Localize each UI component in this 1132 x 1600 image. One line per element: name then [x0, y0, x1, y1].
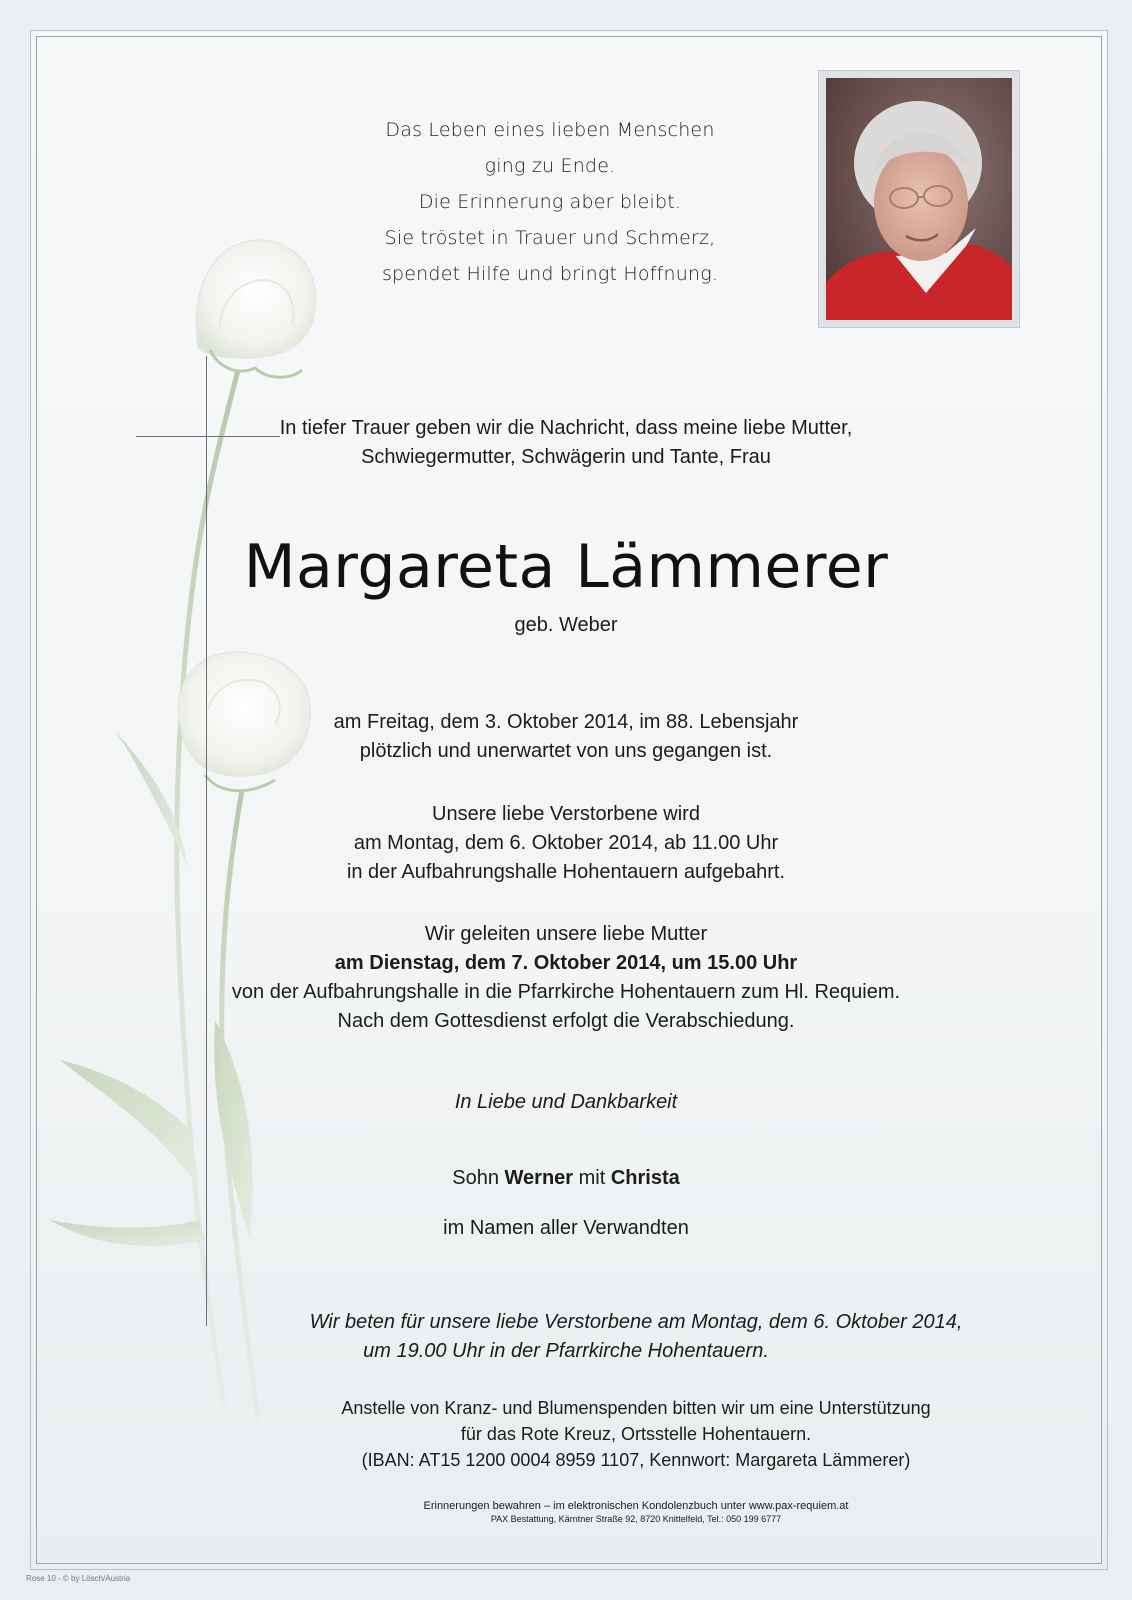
viewing-line: in der Aufbahrungshalle Hohentauern aufgebahrt. [346, 861, 786, 883]
mourner-connector: mit [578, 1167, 606, 1189]
funeral-line: Nach dem Gottesdienst erfolgt die Verabschiedung. [337, 1010, 795, 1032]
mourner-name: Werner [504, 1167, 574, 1189]
footer-line: Erinnerungen bewahren – im elektronischen Kondolenzbuch unter www.pax-requiem.at [423, 1500, 849, 1512]
verse-line: ging zu Ende. [484, 155, 616, 177]
mourner-name: Christa [610, 1167, 680, 1189]
verse-line: spendet Hilfe und bringt Hoffnung. [381, 263, 719, 285]
deceased-name: Margareta Lämmerer [243, 532, 889, 602]
upper-rose [196, 240, 315, 377]
funeral-line: von der Aufbahrungshalle in die Pfarrkirche Hohentauern zum Hl. Requiem. [231, 981, 901, 1003]
funeral-date: am Dienstag, dem 7. Oktober 2014, um 15.00 Uhr [334, 952, 798, 974]
verse-line: Sie tröstet in Trauer und Schmerz, [384, 227, 716, 249]
copyright-note: Rose 10 - © by Lösch/Austria [26, 1574, 131, 1583]
viewing-line: Unsere liebe Verstorbene wird [432, 803, 700, 825]
footer-line: PAX Bestattung, Kärntner Straße 92, 8720 Knittelfeld, Tel.: 050 199 6777 [490, 1514, 782, 1524]
viewing-line: am Montag, dem 6. Oktober 2014, ab 11.00 Uhr [353, 832, 779, 854]
death-line: plötzlich und unerwartet von uns gegangen ist. [359, 740, 773, 762]
intro-line: In tiefer Trauer geben wir die Nachricht, dass meine liebe Mutter, [279, 417, 853, 439]
prayer-line: um 19.00 Uhr in der Pfarrkirche Hohentauern. [363, 1340, 769, 1362]
birth-name: geb. Weber [514, 614, 618, 636]
relatives-line: im Namen aller Verwandten [443, 1217, 689, 1239]
verse [360, 112, 740, 292]
intro-line: Schwiegermutter, Schwägerin und Tante, Frau [361, 446, 771, 468]
verse-line: Das Leben eines lieben Menschen [385, 119, 715, 141]
closing-phrase: In Liebe und Dankbarkeit [454, 1091, 678, 1113]
donation-line: (IBAN: AT15 1200 0004 8959 1107, Kennwort: Margareta Lämmerer) [361, 1450, 911, 1470]
prayer-line: Wir beten für unsere liebe Verstorbene am Montag, dem 6. Oktober 2014, [309, 1311, 963, 1333]
donation-line: Anstelle von Kranz- und Blumenspenden bitten wir um eine Unterstützung [341, 1398, 931, 1418]
death-line: am Freitag, dem 3. Oktober 2014, im 88. Lebensjahr [333, 711, 799, 733]
funeral-line: Wir geleiten unsere liebe Mutter [424, 923, 708, 945]
verse-line: Die Erinnerung aber bleibt. [418, 191, 682, 213]
portrait-photo [826, 78, 1012, 320]
mourners-line [0, 1164, 1132, 1193]
donation-line: für das Rote Kreuz, Ortsstelle Hohentauern. [460, 1424, 812, 1444]
mourner-prefix: Sohn [452, 1167, 499, 1189]
